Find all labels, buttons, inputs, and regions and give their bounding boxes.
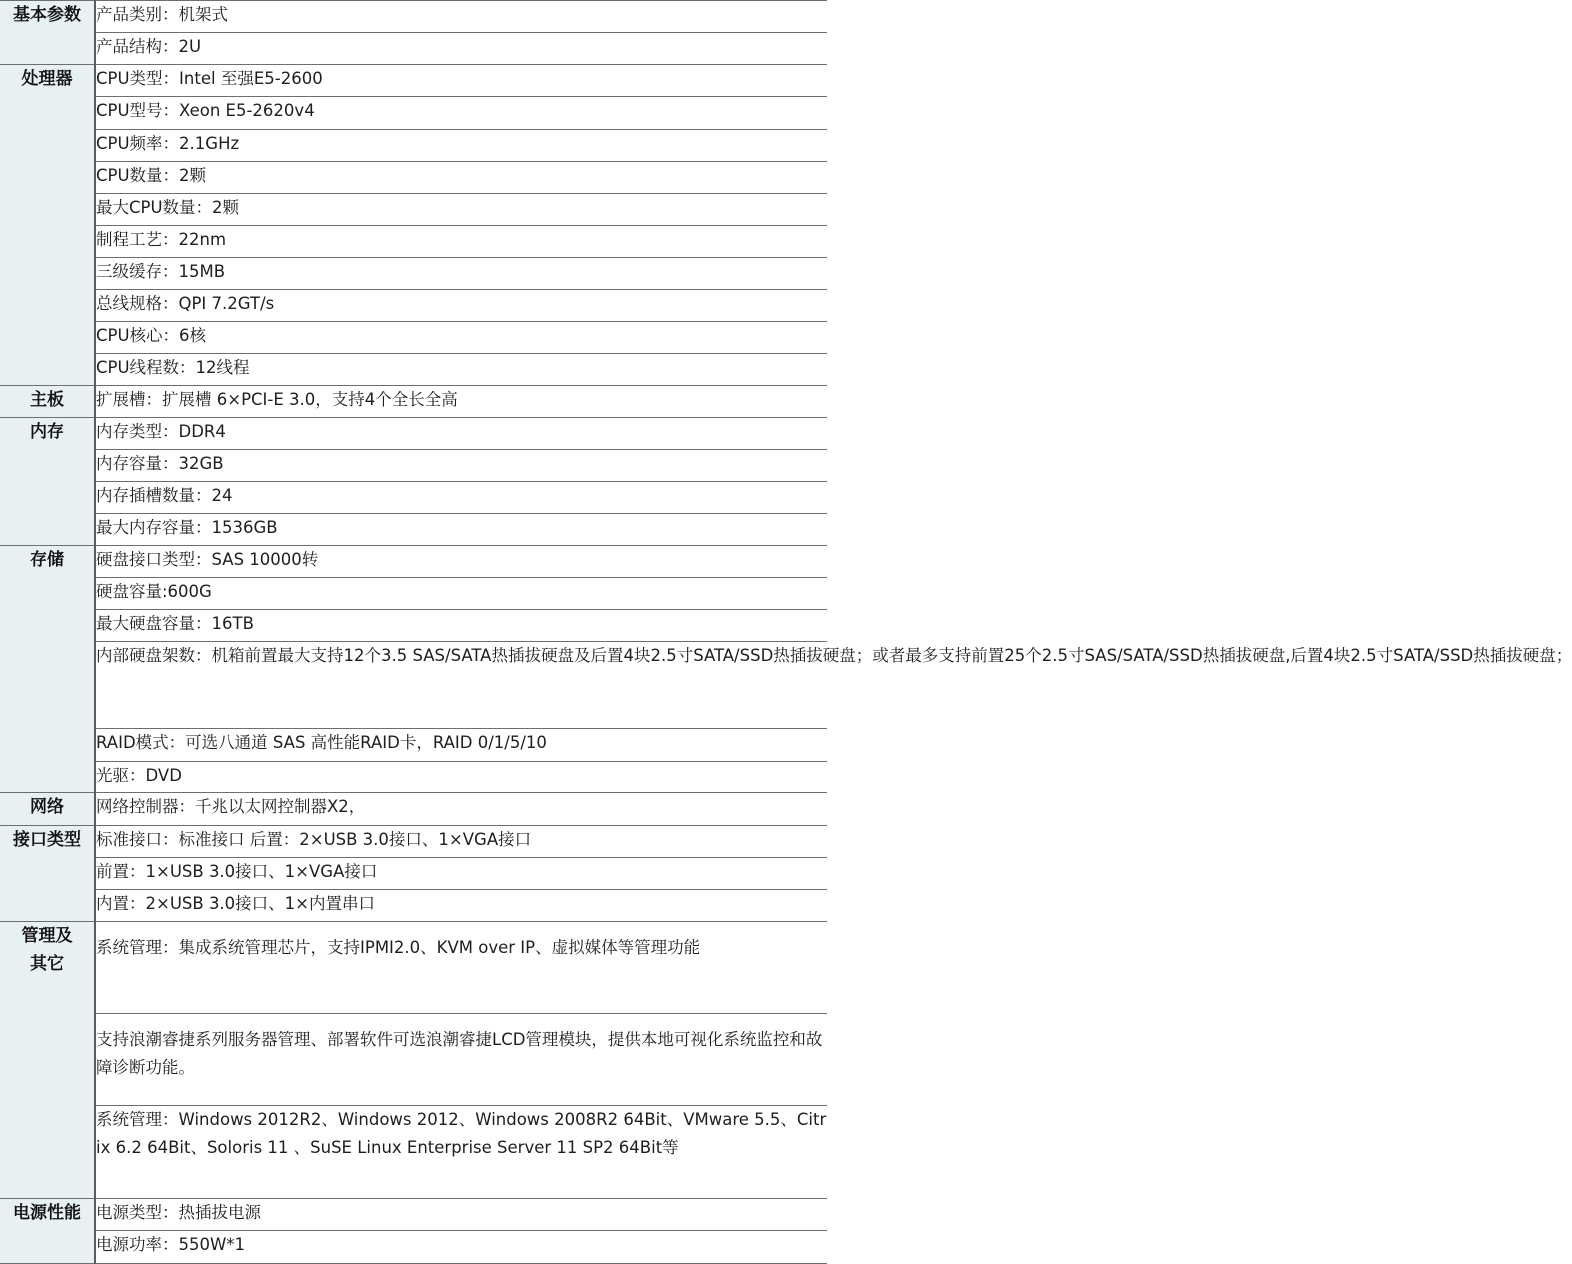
spec-value: 内存插槽数量：24 <box>95 482 827 514</box>
category-label-text: 存储 <box>30 550 64 570</box>
spec-row <box>0 65 827 97</box>
spec-table-body <box>0 1 1572 1264</box>
spec-row <box>0 578 827 610</box>
category-label-text: 主板 <box>30 390 64 410</box>
spec-row <box>0 130 827 162</box>
spec-value: 电源功率：550W*1 <box>95 1231 827 1264</box>
spec-value: 扩展槽：扩展槽 6×PCI-E 3.0，支持4个全长全高 <box>95 386 827 418</box>
spec-value: 系统管理：集成系统管理芯片，支持IPMI2.0、KVM over IP、虚拟媒体等管理功能 <box>95 922 827 1014</box>
spec-row <box>0 1014 827 1106</box>
spec-row <box>0 890 827 922</box>
spec-row <box>0 826 827 858</box>
spec-value: 内存类型：DDR4 <box>95 418 827 450</box>
category-label <box>0 65 95 386</box>
spec-row <box>0 610 827 642</box>
spec-value: 内部硬盘架数：机箱前置最大支持12个3.5 SAS/SATA热插拔硬盘及后置4块2.5寸SATA/SSD热插拔硬盘；或者最多支持前置25个2.5寸SAS/SATA/SSD热插拔硬盘,后置4块2.5寸SATA/SSD热插拔硬盘； <box>95 642 827 729</box>
spec-value: 最大内存容量：1536GB <box>95 514 827 546</box>
spec-value: CPU数量：2颗 <box>95 162 827 194</box>
spec-value: 内置：2×USB 3.0接口、1×内置串口 <box>95 890 827 922</box>
category-label-text: 基本参数 <box>13 5 81 25</box>
spec-value: 网络控制器：千兆以太网控制器X2， <box>95 793 827 826</box>
spec-value: 硬盘接口类型：SAS 10000转 <box>95 546 827 578</box>
spec-row <box>0 1231 827 1264</box>
spec-value: 最大硬盘容量：16TB <box>95 610 827 642</box>
category-label-text: 电源性能 <box>13 1203 81 1223</box>
spec-row <box>0 33 827 65</box>
spec-value: 产品结构：2U <box>95 33 827 65</box>
spec-value: 光驱：DVD <box>95 762 827 793</box>
spec-row <box>0 514 827 546</box>
spec-value: CPU型号：Xeon E5-2620v4 <box>95 97 827 130</box>
category-label-text: 处理器 <box>21 69 73 89</box>
spec-row <box>0 729 827 762</box>
category-label <box>0 922 95 1199</box>
spec-row <box>0 642 827 729</box>
spec-row <box>0 762 827 793</box>
spec-value: 最大CPU数量：2颗 <box>95 194 827 226</box>
spec-value: 总线规格：QPI 7.2GT/s <box>95 290 827 322</box>
spec-value: 标准接口：标准接口 后置：2×USB 3.0接口、1×VGA接口 <box>95 826 827 858</box>
spec-row <box>0 922 827 1014</box>
category-label <box>0 418 95 546</box>
spec-row <box>0 1106 827 1199</box>
spec-row <box>0 290 827 322</box>
spec-row <box>0 162 827 194</box>
spec-value: RAID模式：可选八通道 SAS 高性能RAID卡，RAID 0/1/5/10 <box>95 729 827 762</box>
spec-value: 系统管理：Windows 2012R2、Windows 2012、Windows 2008R2 64Bit、VMware 5.5、Citrix 6.2 64Bit、Soloris 11 、SuSE Linux Enterprise Server 11 SP2 64Bit等 <box>95 1106 827 1199</box>
spec-value: CPU核心：6核 <box>95 322 827 354</box>
spec-value: 三级缓存：15MB <box>95 258 827 290</box>
category-label-text: 内存 <box>30 422 64 442</box>
spec-row <box>0 97 827 130</box>
spec-value: 产品类别：机架式 <box>95 1 827 33</box>
spec-row <box>0 450 827 482</box>
category-label <box>0 386 95 418</box>
spec-value: 前置：1×USB 3.0接口、1×VGA接口 <box>95 858 827 890</box>
spec-row <box>0 858 827 890</box>
spec-value: CPU线程数：12线程 <box>95 354 827 386</box>
spec-row <box>0 354 827 386</box>
spec-row <box>0 194 827 226</box>
category-label-text: 网络 <box>30 797 64 817</box>
category-label-text: 接口类型 <box>13 830 81 850</box>
spec-row <box>0 1199 827 1231</box>
spec-value: 硬盘容量:600G <box>95 578 827 610</box>
spec-row <box>0 418 827 450</box>
spec-value: 内存容量：32GB <box>95 450 827 482</box>
spec-value: CPU类型：Intel 至强E5-2600 <box>95 65 827 97</box>
category-label <box>0 1 95 65</box>
category-label <box>0 1199 95 1264</box>
spec-value: 制程工艺：22nm <box>95 226 827 258</box>
category-label <box>0 826 95 922</box>
spec-row <box>0 1 827 33</box>
spec-row <box>0 258 827 290</box>
spec-row <box>0 226 827 258</box>
category-label <box>0 546 95 793</box>
spec-row <box>0 546 827 578</box>
category-label-text: 管理及其它 <box>21 926 73 974</box>
category-label <box>0 793 95 826</box>
spec-value: 支持浪潮睿捷系列服务器管理、部署软件可选浪潮睿捷LCD管理模块，提供本地可视化系统监控和故障诊断功能。 <box>95 1014 827 1106</box>
spec-value: 电源类型：热插拔电源 <box>95 1199 827 1231</box>
spec-row <box>0 322 827 354</box>
spec-value: CPU频率：2.1GHz <box>95 130 827 162</box>
spec-row <box>0 386 827 418</box>
spec-row <box>0 793 827 826</box>
spec-row <box>0 482 827 514</box>
